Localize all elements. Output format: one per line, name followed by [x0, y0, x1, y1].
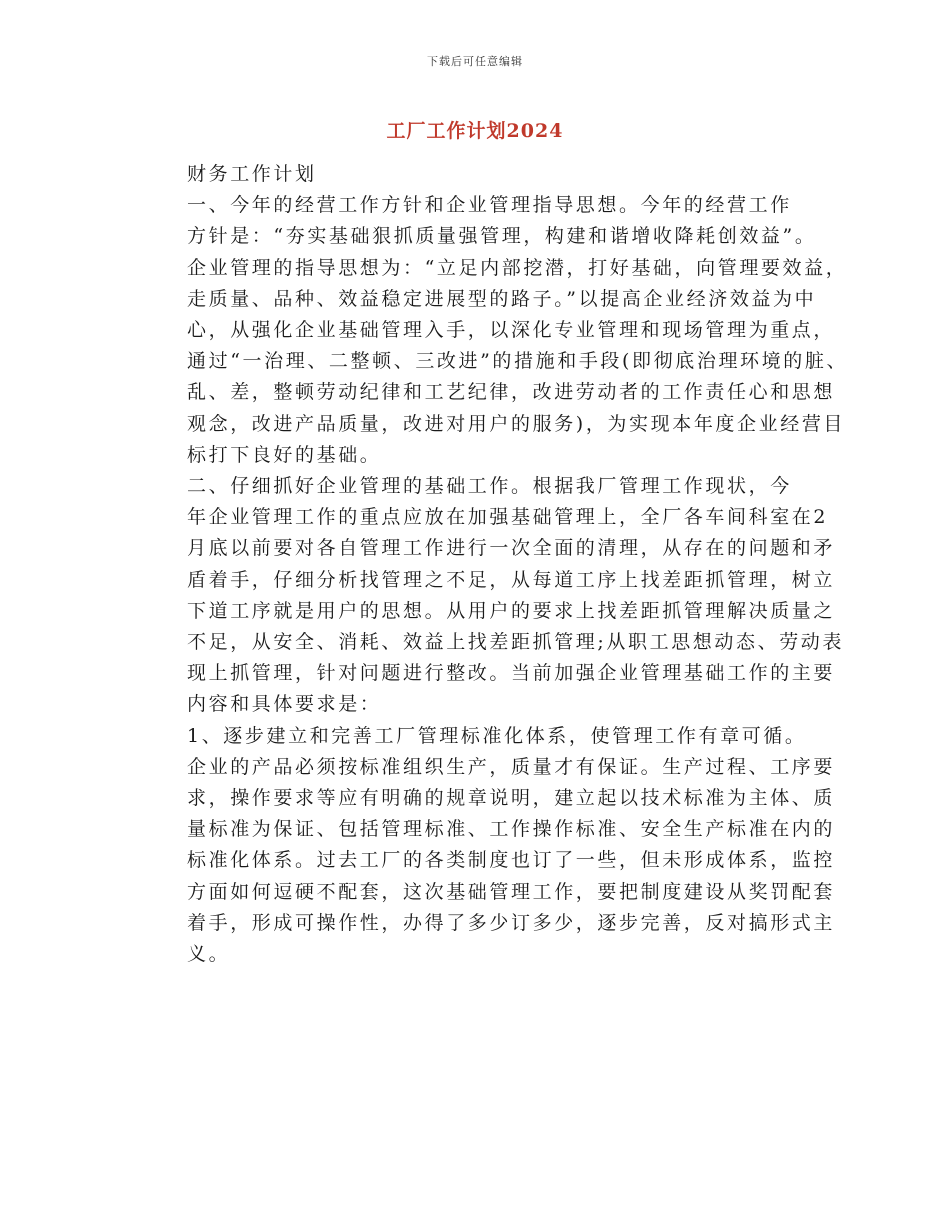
page-header-note: 下载后可任意编辑 — [427, 55, 523, 68]
paragraph-line: 下道工序就是用户的思想。从用户的要求上找差距抓管理解决质量之 — [187, 599, 836, 622]
paragraph-line: 内容和具体要求是： — [187, 693, 382, 716]
paragraph-line: 心，从强化企业基础管理入手，以深化专业管理和现场管理为重点， — [187, 319, 836, 342]
paragraph-line: 1、逐步建立和完善工厂管理标准化体系，使管理工作有章可循。 — [187, 724, 807, 747]
paragraph-line: 着手，形成可操作性，办得了多少订多少，逐步完善，反对搞形式主 — [187, 911, 836, 934]
paragraph-line: 现上抓管理，针对问题进行整改。当前加强企业管理基础工作的主要 — [187, 662, 836, 685]
paragraph-line: 求，操作要求等应有明确的规章说明，建立起以技术标准为主体、质 — [187, 787, 836, 810]
section-heading-finance-plan: 财务工作计划 — [187, 163, 317, 185]
paragraph-line: 通过“一治理、二整顿、三改进”的措施和手段(即彻底治理环境的脏、 — [187, 350, 849, 373]
paragraph-line: 走质量、品种、效益稳定进展型的路子。”以提高企业经济效益为中 — [187, 287, 817, 310]
paragraph-line: 方面如何逗硬不配套，这次基础管理工作，要把制度建设从奖罚配套 — [187, 880, 836, 903]
document-body — [143, 159, 849, 970]
paragraph-line: 盾着手，仔细分析找管理之不足，从每道工序上找差距抓管理，树立 — [187, 568, 836, 591]
paragraph-line: 量标准为保证、包括管理标准、工作操作标准、安全生产标准在内的 — [187, 818, 836, 841]
paragraph-line: 二、仔细抓好企业管理的基础工作。根据我厂管理工作现状，今 — [187, 475, 792, 498]
paragraph-line: 义。 — [187, 943, 231, 966]
paragraph-line: 不足，从安全、消耗、效益上找差距抓管理;从职工思想动态、劳动表 — [187, 631, 845, 654]
paragraph-line: 观念，改进产品质量，改进对用户的服务)，为实现本年度企业经营目 — [187, 412, 846, 435]
paragraph-line: 方针是：“夯实基础狠抓质量强管理，构建和谐增收降耗创效益”。 — [187, 225, 817, 248]
paragraph-line: 月底以前要对各自管理工作进行一次全面的清理，从存在的问题和矛 — [187, 537, 836, 560]
paragraph-line: 企业的产品必须按标准组织生产，质量才有保证。生产过程、工序要 — [187, 755, 836, 778]
paragraph-section-2 — [143, 471, 845, 721]
paragraph-line: 一、今年的经营工作方针和企业管理指导思想。今年的经营工作 — [187, 194, 792, 217]
paragraph-section-1 — [143, 190, 849, 471]
paragraph-line: 标打下良好的基础。 — [187, 443, 382, 466]
paragraph-line: 标准化体系。过去工厂的各类制度也订了一些，但未形成体系，监控 — [187, 849, 836, 872]
paragraph-section-3 — [143, 721, 836, 971]
document-title: 工厂工作计划2024 — [386, 120, 564, 142]
paragraph-line: 企业管理的指导思想为：“立足内部挖潜，打好基础，向管理要效益， — [187, 256, 848, 279]
paragraph-line: 乱、差，整顿劳动纪律和工艺纪律，改进劳动者的工作责任心和思想 — [187, 381, 836, 404]
paragraph-line: 年企业管理工作的重点应放在加强基础管理上，全厂各车间科室在2 — [187, 506, 829, 529]
